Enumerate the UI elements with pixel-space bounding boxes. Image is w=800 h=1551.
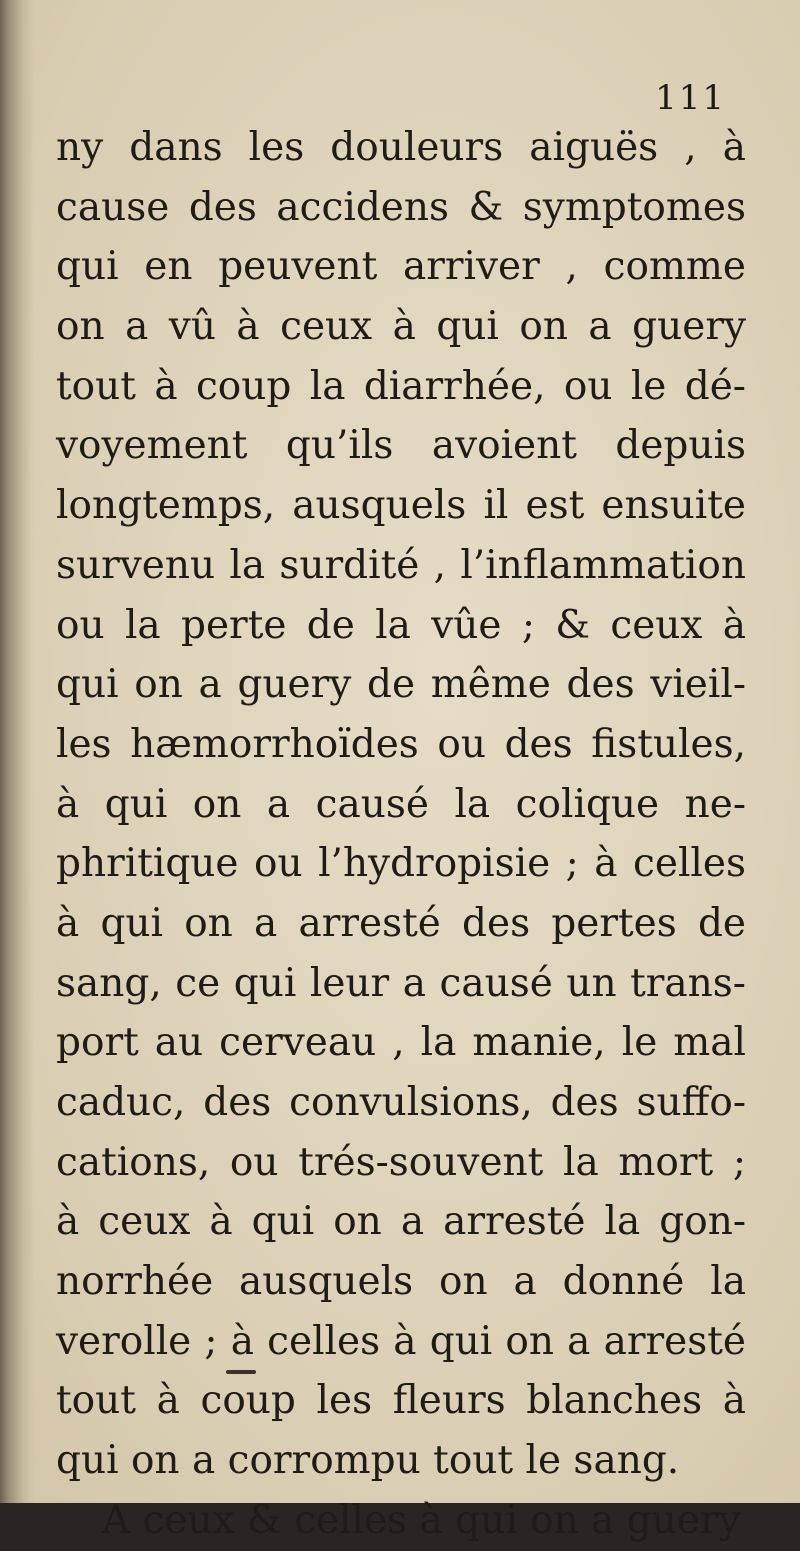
- text-line: A ceux & celles à qui on a guery: [102, 1497, 741, 1543]
- text-line: longtemps, ausquels il est ensuite: [56, 483, 746, 529]
- decorative-rule: [226, 1370, 256, 1374]
- text-line: on a vû à ceux à qui on a guery: [56, 304, 746, 350]
- body-text: [56, 118, 746, 1551]
- text-line: qui on a corrompu tout le sang.: [56, 1438, 680, 1484]
- text-line: norrhée ausquels on a donné la: [56, 1259, 746, 1305]
- text-line: sang, ce qui leur a causé un trans-: [56, 960, 746, 1006]
- text-line: tout à coup la diarrhée, ou le dé-: [56, 363, 746, 409]
- text-line: tout à coup les fleurs blanches à: [56, 1378, 746, 1424]
- text-line: verolle ; à celles à qui on a arresté: [56, 1318, 746, 1364]
- text-line: voyement qu’ils avoient depuis: [56, 423, 746, 469]
- page-gutter-shadow: [0, 0, 34, 1503]
- text-line: qui on a guery de même des vieil-: [56, 662, 746, 708]
- text-line: à ceux à qui on a arresté la gon-: [56, 1199, 746, 1245]
- text-line: à qui on a causé la colique ne-: [56, 781, 746, 827]
- text-line: port au cerveau , la manie, le mal: [56, 1020, 746, 1066]
- text-line: phritique ou l’hydropisie ; à celles: [56, 841, 746, 887]
- text-line: cause des accidens & symptomes: [56, 184, 746, 230]
- text-line: caduc, des convulsions, des suffo-: [56, 1080, 746, 1125]
- text-line: ny dans les douleurs aiguës , à: [56, 125, 746, 170]
- text-line: ou la perte de la vûe ; & ceux à: [56, 602, 746, 648]
- text-line: qui en peuvent arriver , comme: [56, 244, 746, 290]
- text-line: cations, ou trés-souvent la mort ;: [56, 1139, 746, 1185]
- page-number: 111: [655, 78, 726, 118]
- text-line: survenu la surdité , l’inflammation: [56, 542, 746, 588]
- text-line: à qui on a arresté des pertes de: [56, 900, 746, 946]
- text-line: les hæmorrhoïdes ou des fistules,: [56, 721, 746, 767]
